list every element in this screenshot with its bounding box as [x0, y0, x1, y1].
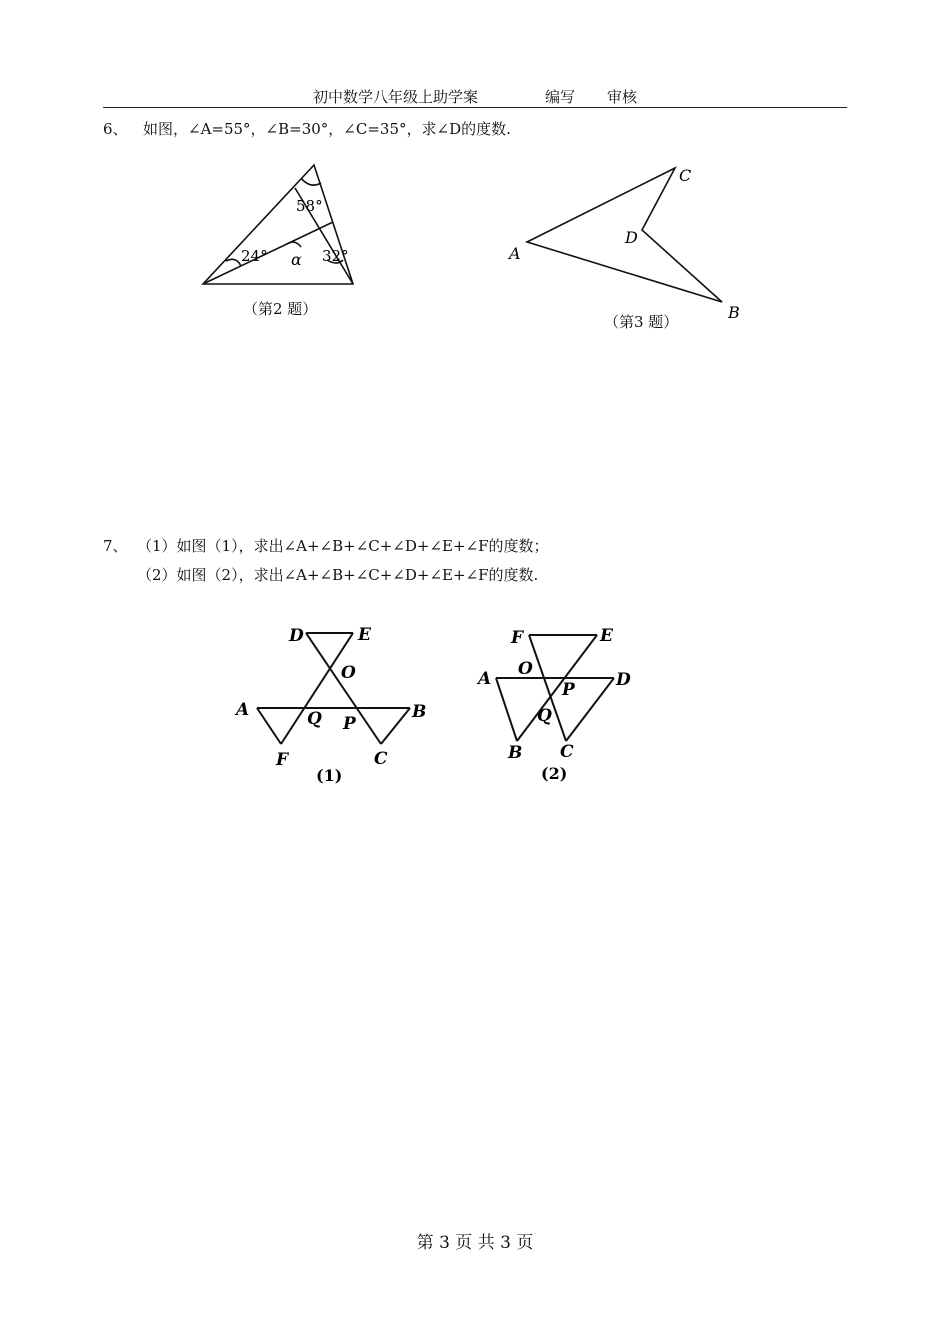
fig2b-label-p: P — [562, 680, 575, 700]
fig3-label-c: C — [679, 166, 692, 185]
header-editor-label: 编写 — [545, 88, 576, 106]
fig1-label-b: B — [412, 702, 427, 722]
fig1-label-d: D — [289, 626, 304, 646]
q7-part1: （1）如图（1），求出∠A+∠B+∠C+∠D+∠E+∠F的度数； — [137, 537, 549, 555]
fig2-segment-left — [203, 222, 333, 284]
header-rule — [103, 107, 847, 108]
page-footer: 第 3 页 共 3 页 — [416, 1233, 534, 1253]
q7-number: 7、 — [103, 537, 128, 555]
fig2-outer-triangle — [203, 165, 353, 284]
fig2-angle-top: 58° — [296, 197, 323, 215]
q7-figure-1 — [230, 615, 440, 790]
fig2b-label-e: E — [600, 626, 613, 646]
fig3-label-b: B — [728, 303, 740, 322]
fig2b-label-b: B — [508, 743, 523, 763]
fig1-label-e: E — [358, 625, 371, 645]
fig2b-label-o: O — [518, 659, 533, 679]
q7-figure-2 — [470, 615, 640, 790]
fig2b-line-eb — [517, 635, 597, 741]
fig2-arc-left — [226, 259, 241, 266]
fig2b-line-ab — [496, 678, 517, 741]
fig3-label-d: D — [625, 228, 638, 247]
fig1-label-o: O — [341, 663, 356, 683]
fig1-label-f: F — [276, 750, 289, 770]
fig1-line-bc — [381, 708, 410, 744]
fig2-angle-alpha: α — [291, 250, 302, 269]
fig1-label-p: P — [343, 714, 356, 734]
header-title: 初中数学八年级上助学案 — [313, 88, 479, 106]
fig2b-label-q: Q — [537, 706, 552, 726]
fig1-label-a: A — [236, 700, 250, 720]
fig2b-caption: (2) — [541, 764, 568, 783]
fig1-caption: (1) — [316, 766, 343, 785]
fig2-caption: （第2 题） — [243, 300, 318, 318]
q6-number: 6、 — [103, 120, 128, 138]
fig1-label-c: C — [374, 749, 388, 769]
fig2b-label-d: D — [616, 670, 631, 690]
q7-part2: （2）如图（2），求出∠A+∠B+∠C+∠D+∠E+∠F的度数. — [137, 566, 539, 584]
fig1-line-af — [257, 708, 281, 744]
fig2-angle-left: 24° — [241, 247, 268, 265]
fig2b-label-a: A — [478, 669, 492, 689]
q6-figure-3 — [500, 160, 760, 330]
fig2b-label-c: C — [560, 742, 574, 762]
fig2-arc-alpha — [287, 242, 301, 247]
fig2-angle-right: 32° — [322, 247, 349, 265]
fig2b-label-f: F — [511, 628, 524, 648]
q6-text: 如图，∠A=55°，∠B=30°，∠C=35°，求∠D的度数. — [143, 120, 511, 138]
fig3-caption: （第3 题） — [604, 313, 679, 331]
header-review-label: 审核 — [607, 88, 638, 106]
fig1-label-q: Q — [307, 709, 322, 729]
fig3-label-a: A — [509, 244, 521, 263]
